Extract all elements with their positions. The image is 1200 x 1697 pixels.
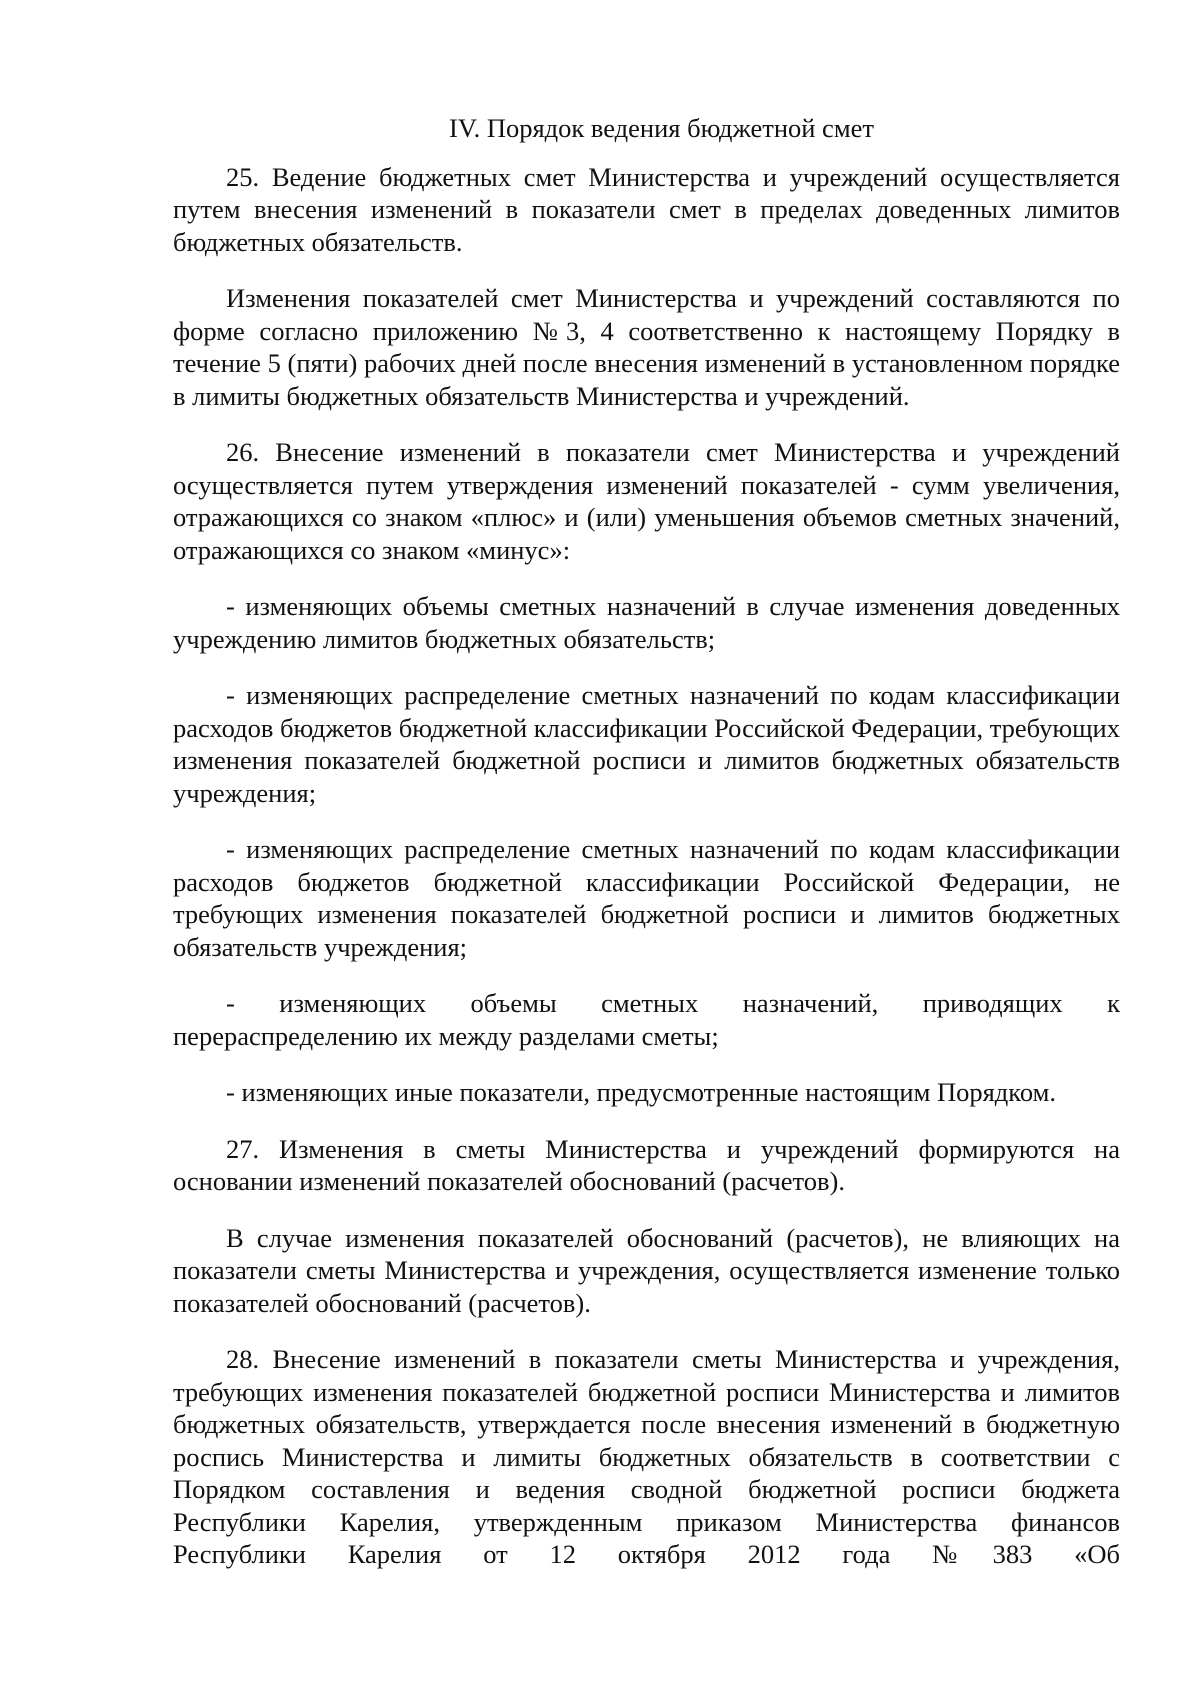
paragraph-25: 25. Ведение бюджетных смет Министерства и учреждений осуществляется путем внесения изменений в показатели смет в пределах доведенных лимитов бюджетных обязательств. [173,161,1120,257]
paragraph-27: 27. Изменения в сметы Министерства и учреждений формируются на основании изменений показателей обоснований (расчетов). [173,1133,1120,1196]
list-item: - изменяющих распределение сметных назначений по кодам классификации расходов бюджетов бюджетной классификации Российской Федерации, требующих изменения показателей бюджетной росписи и лимитов бюджетных обязательств учреждения; [173,680,1120,808]
list-item: - изменяющих иные показатели, предусмотренные настоящим Порядком. [226,1077,1056,1107]
paragraph-27-case: В случае изменения показателей обоснований (расчетов), не влияющих на показатели сметы Министерства и учреждения, осуществляется изменение только показателей обоснований (расчетов). [173,1222,1120,1318]
paragraph-28: 28. Внесение изменений в показатели сметы Министерства и учреждения, требующих изменения показателей бюджетной росписи Министерства и лимитов бюджетных обязательств, утверждается после внесения изменений в бюджетную роспись Министерства и лимиты бюджетных обязательств в соответствии с Порядком составления и ведения сводной бюджетной росписи бюджета Республики Карелия, утвержденным приказом Министерства финансов Республики Карелия от 12 октября 2012 года №383 «Об [173,1344,1120,1569]
paragraph-25-changes: Изменения показателей смет Министерства и учреждений составляются по форме согласно приложению №3, 4 соответственно к настоящему Порядку в течение 5 (пяти) рабочих дней после внесения изменений в установленном порядке в лимиты бюджетных обязательств Министерства и учреждений. [173,283,1120,411]
section-heading: IV. Порядок ведения бюджетной смет [449,113,874,143]
list-item: - изменяющих объемы сметных назначений в случае изменения доведенных учреждению лимитов бюджетных обязательств; [173,591,1120,654]
list-item: - изменяющих распределение сметных назначений по кодам классификации расходов бюджетов бюджетной классификации Российской Федерации, не требующих изменения показателей бюджетной росписи и лимитов бюджетных обязательств учреждения; [173,834,1120,962]
paragraph-26: 26. Внесение изменений в показатели смет Министерства и учреждений осуществляется путем утверждения изменений показателей - сумм увеличения, отражающихся со знаком «плюс» и (или) уменьшения объемов сметных значений, отражающихся со знаком «минус»: [173,437,1120,565]
list-item: - изменяющих объемы сметных назначений, приводящих к перераспределению их между разделами сметы; [173,988,1120,1051]
document-body [173,112,1120,1571]
